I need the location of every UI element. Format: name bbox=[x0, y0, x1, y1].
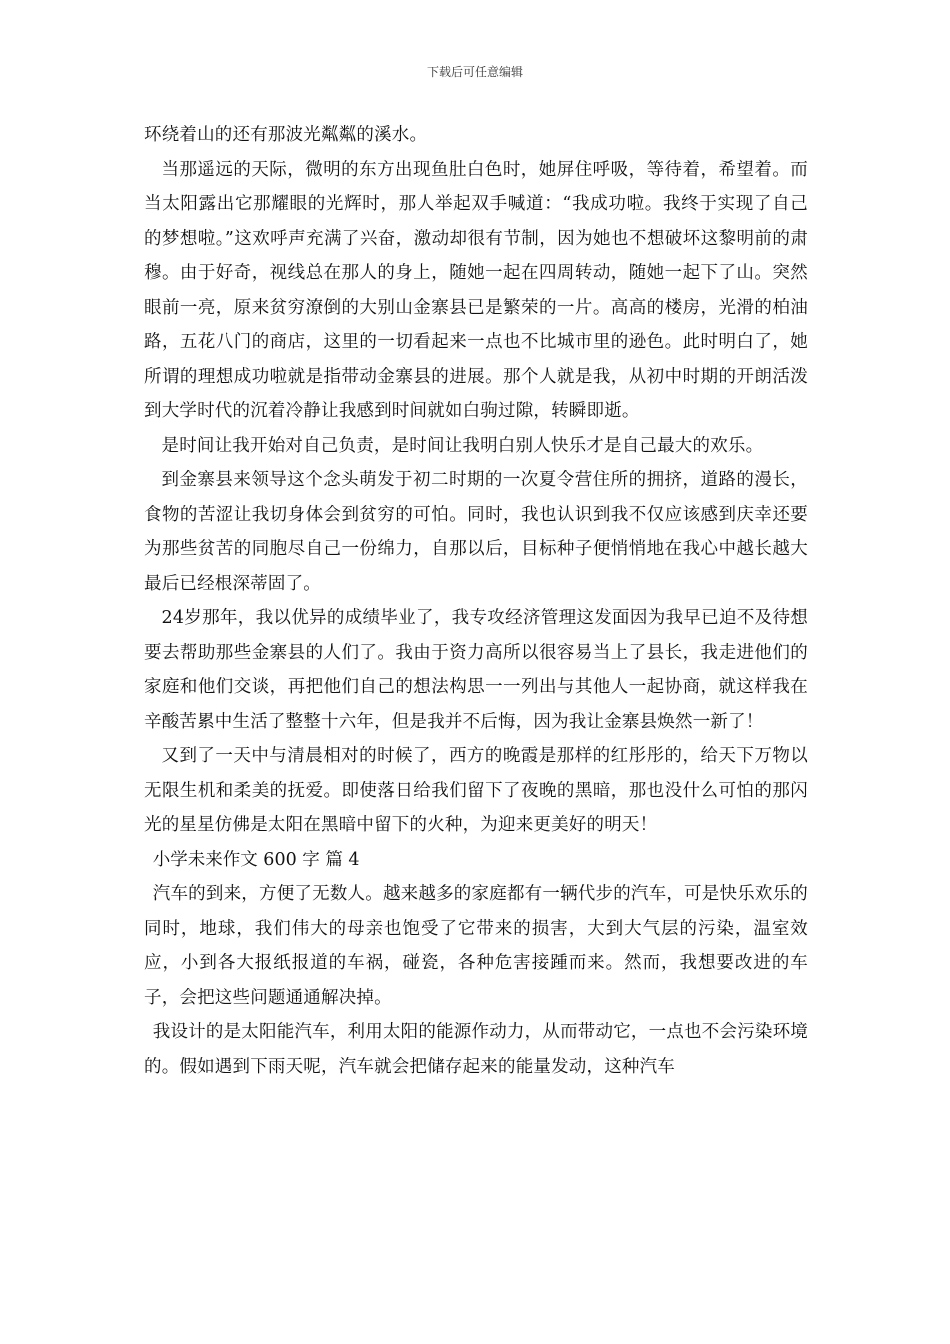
paragraph-3: 是时间让我开始对自己负责，是时间让我明白别人快乐才是自己最大的欢乐。 bbox=[161, 435, 764, 456]
paragraph-2: 当那遥远的天际，微明的东方出现鱼肚白色时，她屏住呼吸，等待着，希望着。而当太阳露出它那耀眼的光辉时，那人举起双手喊道：“我成功啦。我终于实现了自己的梦想啦。”这欢呼声充满了兴奋，激动却很有节制，因为她也不想破坏这黎明前的肃穆。由于好奇，视线总在那人的身上，随她一起在四周转动，随她一起下了山。突然眼前一亮，原来贫穷潦倒的大别山金寨县已是繁荣的一片。高高的楼房，光滑的柏油路，五花八门的商店，这里的一切看起来一点也不比城市里的逊色。此时明白了，她所谓的理想成功啦就是指带动金寨县的进展。那个人就是我，从初中时期的开朗活泼到大学时代的沉着冷静让我感到时间就如白驹过隙，转瞬即逝。 bbox=[144, 159, 808, 421]
paragraph-8: 我设计的是太阳能汽车，利用太阳的能源作动力，从而带动它，一点也不会污染环境的。假如遇到下雨天呢，汽车就会把储存起来的能量发动，这种汽车 bbox=[144, 1022, 808, 1077]
page-header: 下载后可任意编辑 bbox=[426, 65, 523, 79]
section-title: 小学未来作文 600 字 篇 4 bbox=[152, 849, 360, 870]
paragraph-5: 24岁那年，我以优异的成绩毕业了，我专攻经济管理这发面因为我早已迫不及待想要去帮助那些金寨县的人们了。我由于资力高所以很容易当上了县长，我走进他们的家庭和他们交谈，再把他们自己的想法构思一一列出与其他人一起协商，就这样我在辛酸苦累中生活了整整十六年，但是我并不后悔，因为我让金寨县焕然一新了！ bbox=[144, 608, 808, 732]
paragraph-7: 汽车的到来，方便了无数人。越来越多的家庭都有一辆代步的汽车，可是快乐欢乐的同时，地球，我们伟大的母亲也饱受了它带来的损害，大到大气层的污染，温室效应，小到各大报纸报道的车祸，碰瓷，各种危害接踵而来。然而，我想要改进的车子，会把这些问题通通解决掉。 bbox=[144, 884, 808, 1008]
paragraph-1: 环绕着山的还有那波光粼粼的溪水。 bbox=[144, 125, 428, 145]
paragraph-6: 又到了一天中与清晨相对的时候了，西方的晚霞是那样的红彤彤的，给天下万物以无限生机和柔美的抚爱。即使落日给我们留下了夜晚的黑暗，那也没什么可怕的那闪光的星星仿佛是太阳在黑暗中留下的火种，为迎来更美好的明天！ bbox=[144, 746, 808, 835]
paragraph-4: 到金寨县来领导这个念头萌发于初二时期的一次夏令营住所的拥挤，道路的漫长，食物的苦涩让我切身体会到贫穷的可怕。同时，我也认识到我不仅应该感到庆幸还要为那些贫苦的同胞尽自己一份绵力，自那以后，目标种子便悄悄地在我心中越长越大最后已经根深蒂固了。 bbox=[144, 470, 808, 594]
document-body bbox=[144, 118, 808, 1084]
